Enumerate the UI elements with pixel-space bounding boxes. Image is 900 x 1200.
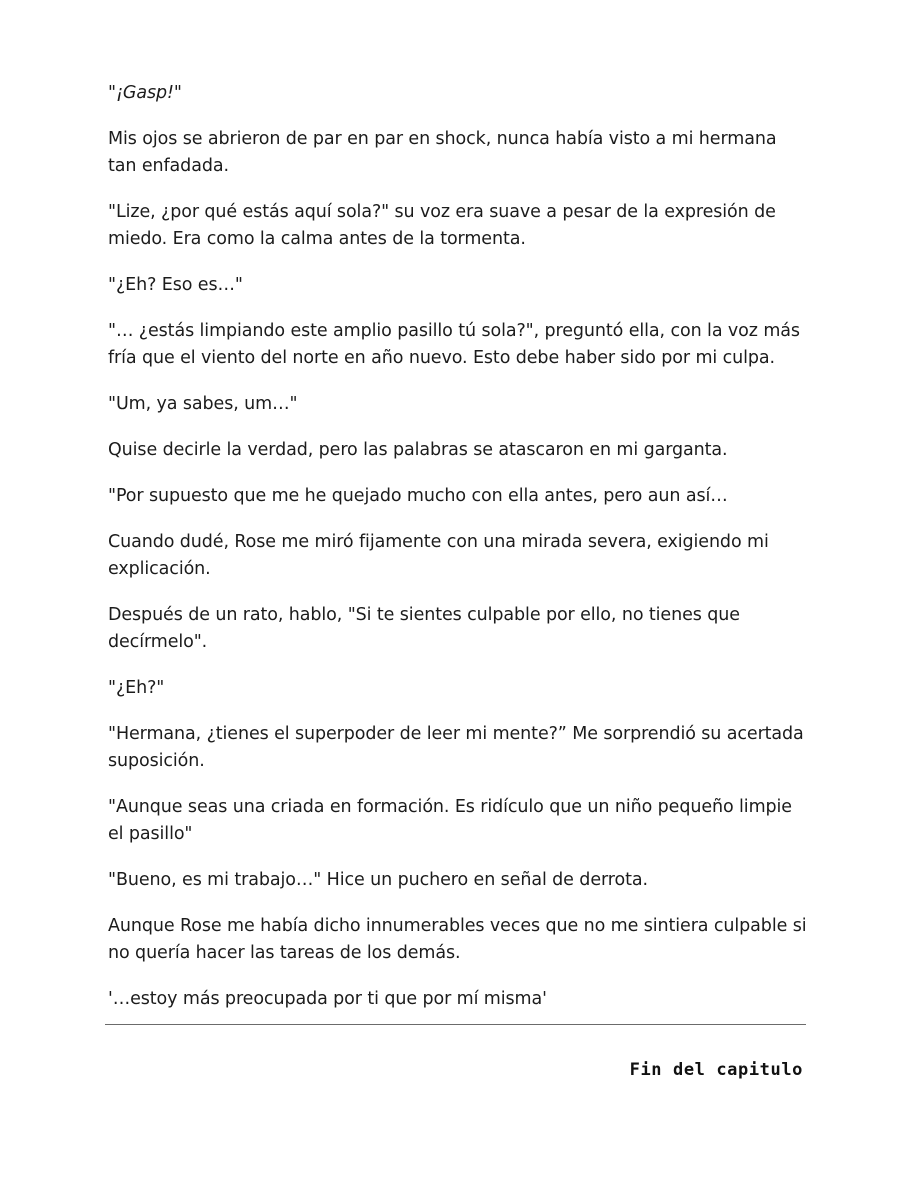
paragraph: "… ¿estás limpiando este amplio pasillo tú sola?", preguntó ella, con la voz más fría que el viento del norte en año nuevo. Esto debe haber sido por mi culpa. (108, 321, 800, 368)
paragraph: Después de un rato, hablo, "Si te sientes culpable por ello, no tienes que decírmelo". (108, 605, 740, 652)
paragraph: "Hermana, ¿tienes el superpoder de leer mi mente?” Me sorprendió su acertada suposición. (108, 724, 804, 771)
paragraph-gasp: "¡Gasp!" (108, 83, 182, 103)
chapter-end-label: Fin del capitulo (629, 1060, 803, 1080)
paragraph: "¿Eh? Eso es…" (108, 275, 243, 295)
paragraph: Aunque Rose me había dicho innumerables veces que no me sintiera culpable si no quería hacer las tareas de los demás. (108, 916, 807, 963)
paragraph: "Aunque seas una criada en formación. Es ridículo que un niño pequeño limpie el pasillo" (108, 797, 792, 844)
paragraph: Mis ojos se abrieron de par en par en shock, nunca había visto a mi hermana tan enfadada. (108, 129, 777, 176)
paragraph: '…estoy más preocupada por ti que por mí misma' (108, 989, 547, 1009)
chapter-text (108, 80, 808, 1032)
paragraph: Cuando dudé, Rose me miró fijamente con una mirada severa, exigiendo mi explicación. (108, 532, 769, 579)
paragraph: "¿Eh?" (108, 678, 165, 698)
paragraph: Quise decirle la verdad, pero las palabras se atascaron en mi garganta. (108, 440, 728, 460)
paragraph: "Um, ya sabes, um…" (108, 394, 298, 414)
horizontal-divider (105, 1024, 806, 1025)
paragraph: "Lize, ¿por qué estás aquí sola?" su voz era suave a pesar de la expresión de miedo. Era como la calma antes de la tormenta. (108, 202, 776, 249)
paragraph: "Bueno, es mi trabajo…" Hice un puchero en señal de derrota. (108, 870, 648, 890)
paragraph: "Por supuesto que me he quejado mucho con ella antes, pero aun así… (108, 486, 728, 506)
